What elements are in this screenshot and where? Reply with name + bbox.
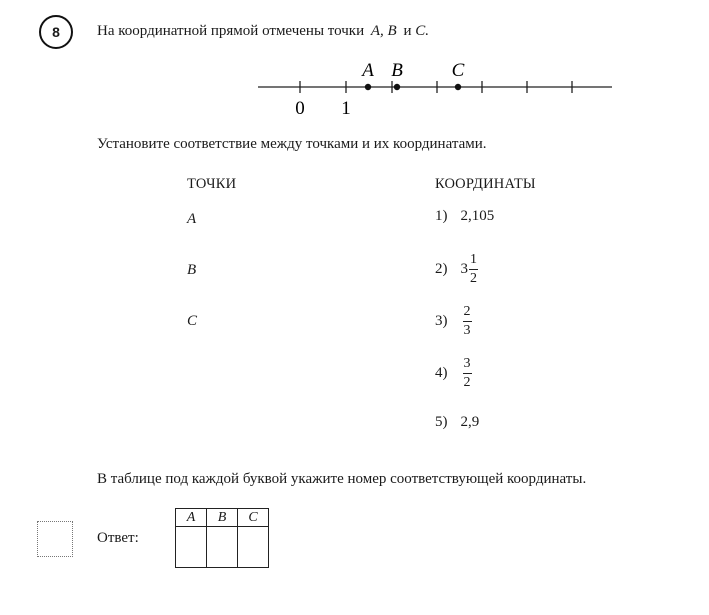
option-3-numerator: 2 <box>463 303 471 319</box>
option-5-number: 5) <box>435 414 448 430</box>
option-3-denominator: 3 <box>463 322 471 338</box>
answer-table <box>175 508 269 568</box>
option-2-denominator: 2 <box>470 270 477 286</box>
option-2 <box>435 250 478 288</box>
intro-and: и <box>403 23 412 39</box>
option-4-fraction-bar <box>463 373 472 374</box>
answer-col-a-header: A <box>176 509 207 527</box>
intro-points: A, B <box>370 23 397 39</box>
option-2-whole: 3 <box>460 260 468 277</box>
answer-table-header-row <box>176 509 269 527</box>
point-b-label: B <box>391 60 403 81</box>
points-header: ТОЧКИ <box>187 176 237 192</box>
option-2-fraction-bar <box>469 269 478 270</box>
answer-label: Ответ: <box>97 530 139 546</box>
option-4-numerator: 3 <box>463 355 471 371</box>
option-5-value: 2,9 <box>460 414 480 430</box>
answer-cell-c[interactable] <box>238 527 269 568</box>
option-4-fraction <box>463 357 472 390</box>
table-instruction: В таблице под каждой буквой укажите номер соответствующей координаты. <box>97 471 587 487</box>
task-intro <box>97 23 429 40</box>
point-a-dot <box>365 84 371 90</box>
option-2-mixed-number <box>461 253 479 286</box>
point-b-dot <box>394 84 400 90</box>
answer-col-b-header: B <box>207 509 238 527</box>
option-4 <box>435 354 472 392</box>
task-number-badge: 8 <box>39 15 73 49</box>
point-item-b: B <box>187 262 197 278</box>
option-3-fraction <box>463 305 472 338</box>
option-4-number: 4) <box>435 364 448 381</box>
tick-label-0: 0 <box>295 98 305 118</box>
answer-cell-a[interactable] <box>176 527 207 568</box>
option-3-fraction-bar <box>463 321 472 322</box>
point-a-label: A <box>362 60 374 81</box>
coords-header: КООРДИНАТЫ <box>435 176 536 192</box>
answer-checkbox[interactable] <box>37 521 73 557</box>
intro-last-point: C. <box>415 23 429 39</box>
number-line <box>250 58 620 118</box>
answer-table-input-row <box>176 527 269 568</box>
point-item-c: C <box>187 313 198 329</box>
intro-text: На координатной прямой отмечены точки <box>97 23 365 39</box>
option-1 <box>435 208 494 225</box>
tick-label-1: 1 <box>341 98 351 118</box>
option-3-number: 3) <box>435 312 448 329</box>
point-c-dot <box>455 84 461 90</box>
option-2-fraction <box>469 253 478 286</box>
option-4-denominator: 2 <box>463 374 471 390</box>
option-2-number: 2) <box>435 260 448 277</box>
option-3 <box>435 302 472 340</box>
option-2-numerator: 1 <box>470 251 477 267</box>
option-1-value: 2,105 <box>460 208 495 224</box>
answer-col-c-header: C <box>238 509 269 527</box>
point-c-label: C <box>451 60 465 81</box>
answer-cell-b[interactable] <box>207 527 238 568</box>
instruction-text: Установите соответствие между точками и их координатами. <box>97 136 487 152</box>
point-item-a: A <box>187 211 197 227</box>
option-1-number: 1) <box>435 208 448 224</box>
option-5 <box>435 414 479 431</box>
